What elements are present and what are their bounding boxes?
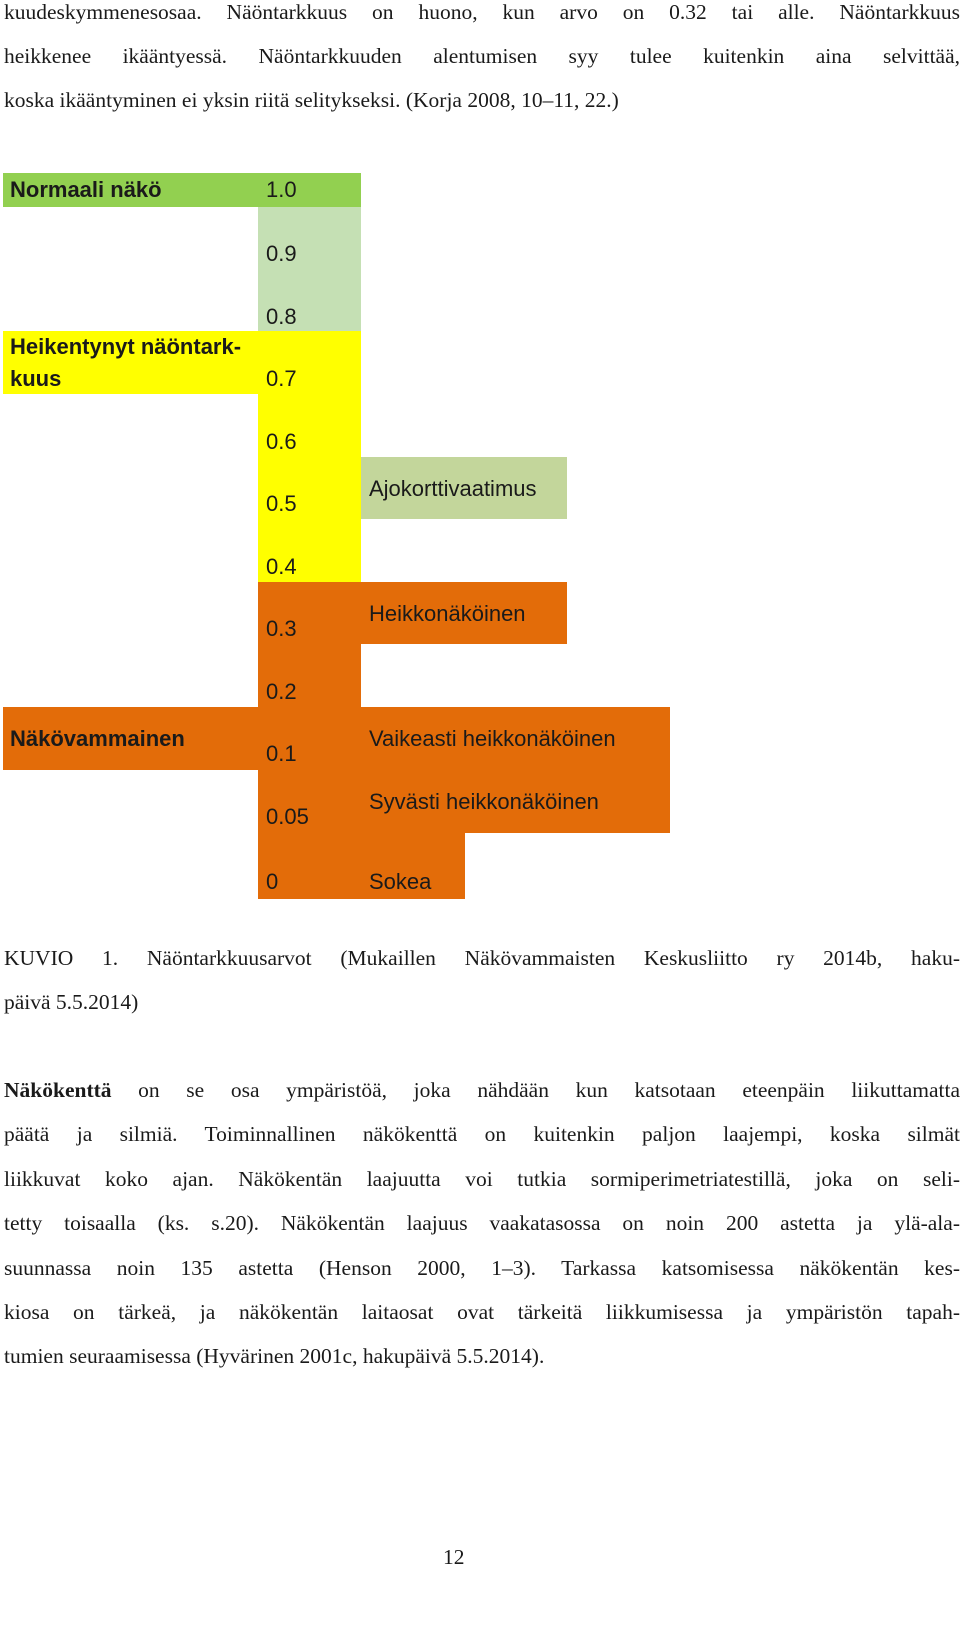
normal-vision-label: Normaali näkö	[10, 177, 162, 202]
scale-value: 0.4	[266, 554, 297, 579]
term-bold: Näkökenttä	[4, 1078, 112, 1102]
body-line-1-rest: on se osa ympäristöä, joka nähdään kun katsotaan eteenpäin liikuttamatta	[111, 1078, 960, 1102]
scale-value: 0.3	[266, 616, 297, 641]
impaired-label-line-1: Heikentynyt näöntark-	[10, 334, 242, 359]
driving-requirement-label: Ajokorttivaatimus	[369, 476, 537, 501]
severe-low-vision-label: Vaikeasti heikkonäköinen	[369, 726, 616, 751]
body-line: liikkuvat koko ajan. Näkökentän laajuutta voi tutkia sormiperimetriatestillä, joka on seli-	[4, 1167, 960, 1191]
figure-caption-line-1: KUVIO 1. Näöntarkkuusarvot (Mukaillen Näkövammaisten Keskusliitto ry 2014b, haku-	[4, 946, 960, 970]
intro-line-1: kuudeskymmenesosaa. Näöntarkkuus on huono, kun arvo on 0.32 tai alle. Näöntarkkuus	[4, 0, 960, 24]
scale-value: 0.8	[266, 304, 297, 329]
scale-value: 0.2	[266, 679, 297, 704]
disabled-label: Näkövammainen	[10, 726, 185, 751]
scale-value: 0.6	[266, 429, 297, 454]
scale-value: 1.0	[266, 177, 297, 202]
body-line-1	[4, 1078, 960, 1102]
scale-value: 0.1	[266, 741, 297, 766]
scale-value: 0.7	[266, 366, 297, 391]
scale-value: 0.9	[266, 241, 297, 266]
blind-label: Sokea	[369, 869, 432, 894]
scale-value: 0.05	[266, 804, 309, 829]
intro-line-3: koska ikääntyminen ei yksin riitä selitykseksi. (Korja 2008, 10–11, 22.)	[4, 88, 619, 112]
body-line: kiosa on tärkeä, ja näkökentän laitaosat ovat tärkeitä liikkumisessa ja ympäristön tapah-	[4, 1300, 960, 1324]
scale-value: 0	[266, 869, 279, 894]
intro-line-2: heikkenee ikääntyessä. Näöntarkkuuden alentumisen syy tulee kuitenkin aina selvittää,	[4, 44, 960, 68]
body-line: päätä ja silmiä. Toiminnallinen näkökenttä on kuitenkin paljon laajempi, koska silmät	[4, 1122, 960, 1146]
body-line: suunnassa noin 135 astetta (Henson 2000, 1–3). Tarkassa katsomisessa näkökentän kes-	[4, 1256, 960, 1280]
impaired-label-line-2: kuus	[10, 366, 62, 391]
profound-low-vision-label: Syvästi heikkonäköinen	[369, 789, 599, 814]
low-vision-label: Heikkonäköinen	[369, 601, 526, 626]
body-line-last: tumien seuraamisessa (Hyvärinen 2001c, hakupäivä 5.5.2014).	[4, 1344, 545, 1368]
body-line: tetty toisaalla (ks. s.20). Näkökentän laajuus vaakatasossa on noin 200 astetta ja ylä-ala-	[4, 1211, 960, 1235]
figure-caption-line-2: päivä 5.5.2014)	[4, 990, 139, 1014]
page-number: 12	[443, 1545, 465, 1569]
scale-value: 0.5	[266, 491, 297, 516]
